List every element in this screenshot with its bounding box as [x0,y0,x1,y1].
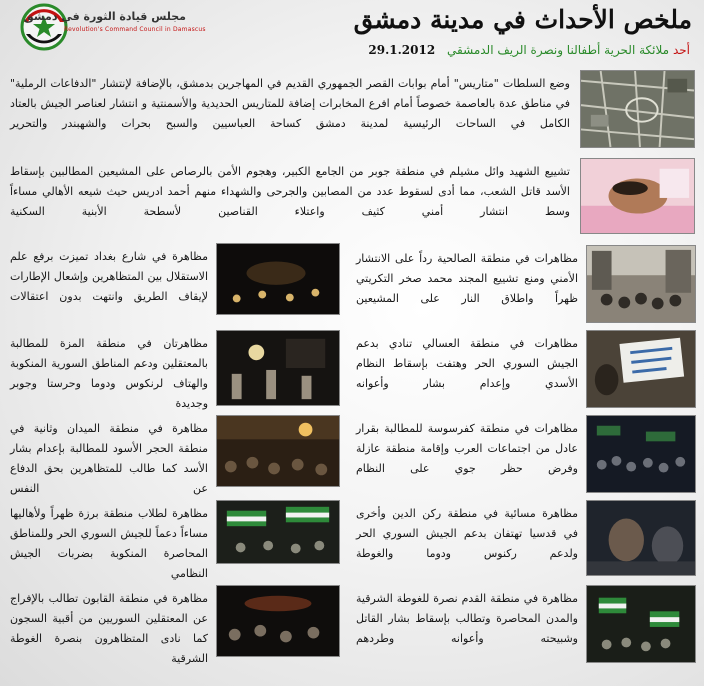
event-block-l2 [10,330,348,410]
subtitle-prefix: أحد [672,43,690,57]
event-text: مظاهرة في منطقة الميدان وثانية في منطقة الحجر الأسود للمطالبة بإعدام بشار الأسد كما طالب للمتظاهرين بحق الدفاع عن النفس [10,422,208,495]
logo-name-arabic: مجلس قيادة الثورة في دمشق [23,10,186,23]
event-text: وضع السلطات "متاريس" أمام بوابات القصر الجمهوري القديم في المهاجرين بدمشق، بالإضافة لإنتشار "الدفاعات الرملية" في مناطق عدة بالعاصمة خصوصاً أمام افرع المخابرات إضافة للمتاريس الحديدية والأسمنتية و انتشار لعناصر الجيش بالعتاد الكامل في الساحات الرئيسية لمدينة دمشق كساحة العباسيين والسبح بحرات والشهبندر والتحرير [10,77,570,130]
martyr-face-photo-icon [581,159,694,233]
event-thumbnail [216,415,340,487]
event-thumbnail [586,415,696,493]
night-crowd-photo-icon [587,416,695,492]
event-text: تشييع الشهيد وائل مشيلم في منطقة جوبر من الجامع الكبير، وهجوم الأمن بالرصاص على المشيعين المطالبين بإسقاط الأسد قاتل الشعب، مما أدى لسقوط عدد من المصابين والجرحى والشهداء منهم أحمد ادريس حيث شيعه الأهالي مساءاً وسط انتشار أمني كثيف واعتلاء القناصين لأسطحة الأبنية السكنية [10,165,570,218]
council-logo [20,2,206,54]
event-thumbnail [580,70,695,148]
event-block-top2 [10,158,695,238]
event-block-r4 [356,500,696,580]
event-block-l3 [10,415,348,495]
event-text: مظاهرتان في منطقة المزة للمطالبة بالمعتقلين ودعم المناطق السورية المنكوبة والهتاف لرنكوس ودوما وحرستا وجوبر وجديدة [10,337,208,410]
page-title: ملخص الأحداث في مدينة دمشق [353,5,692,34]
event-block-top1 [10,70,695,150]
street-night-photo-icon [217,416,339,486]
event-thumbnail [216,585,340,657]
event-block-r3 [356,415,696,495]
indoor-crowd-photo-icon [587,501,695,575]
event-text: مظاهرات في منطقة كفرسوسة للمطالبة بقرار عادل من اجتماعات العرب وإقامة منطقة عازلة وفرض حظر جوي على النظام [356,422,578,475]
event-block-l4 [10,500,348,580]
flags-protest-photo-icon [217,501,339,563]
event-thumbnail [586,500,696,576]
flags-crowd-photo-icon [587,586,695,662]
event-thumbnail [216,243,340,315]
event-block-r5 [356,585,696,665]
event-text: مظاهرات في منطقة العسالي تنادي بدعم الجيش السوري الحر وهتفت بإسقاط النظام الأسدي وإعدام بشار وأعوانه [356,337,578,390]
event-block-l5 [10,585,348,665]
night-gathering-photo-icon [217,586,339,656]
page-subtitle [290,40,690,60]
map-photo-icon [581,71,694,147]
event-text: مظاهرة مسائية في منطقة ركن الدين وأخرى في قدسيا تهتفان بدعم الجيش السوري الحر ولدعم ركنوس ودوما والغوطة [356,507,578,560]
event-thumbnail [586,330,696,408]
logo-name-english: Revolution's Command Council in Damascus [64,26,206,33]
event-thumbnail [580,158,695,234]
night-protest-photo-icon [217,244,339,314]
event-text: مظاهرة في منطقة القابون تطالب بالإفراج عن المعتقلين السوريين من أقبية السجون كما نادى المتظاهرون بنصرة الغوطة الشرقية [10,592,208,665]
event-thumbnail [586,245,696,323]
event-text: مظاهرات في منطقة الصالحية رداً على الانتشار الأمني ومنع تشييع المجند محمد صخر التكريتي ظهراً واطلاق النار على المشيعين [356,252,578,305]
event-block-r2 [356,330,696,410]
protest-sign-photo-icon [587,331,695,407]
night-street-photo-icon [217,331,339,405]
event-text: مظاهرة لطلاب منطقة برزة ظهراً ولأهاليها مساءاً دعماً للجيش السوري الحر وللمناطق المحاصرة المنكوبة بضربات الجيش النظامي [10,507,208,580]
event-text: مظاهرة في شارع بغداد تميزت برفع علم الاستقلال بين المتظاهرين وإشعال الإطارات لإيقاف الطريق وانتهت بدون اعتقالات [10,250,208,303]
event-thumbnail [216,500,340,564]
subtitle-date: 29.1.2012 [368,43,436,57]
event-thumbnail [216,330,340,406]
subtitle-theme: ملائكة الحرية أطفالنا ونصرة الريف الدمشقي [447,43,670,57]
event-block-r1 [356,245,696,325]
street-crowd-photo-icon [587,246,695,322]
event-text: مظاهرة في منطقة القدم نصرة للغوطة الشرقية والمدن المحاصرة وتطالب بإسقاط بشار القاتل وشبيحته وأعوانه وطردهم [356,592,578,645]
event-block-l1 [10,243,348,323]
event-thumbnail [586,585,696,663]
